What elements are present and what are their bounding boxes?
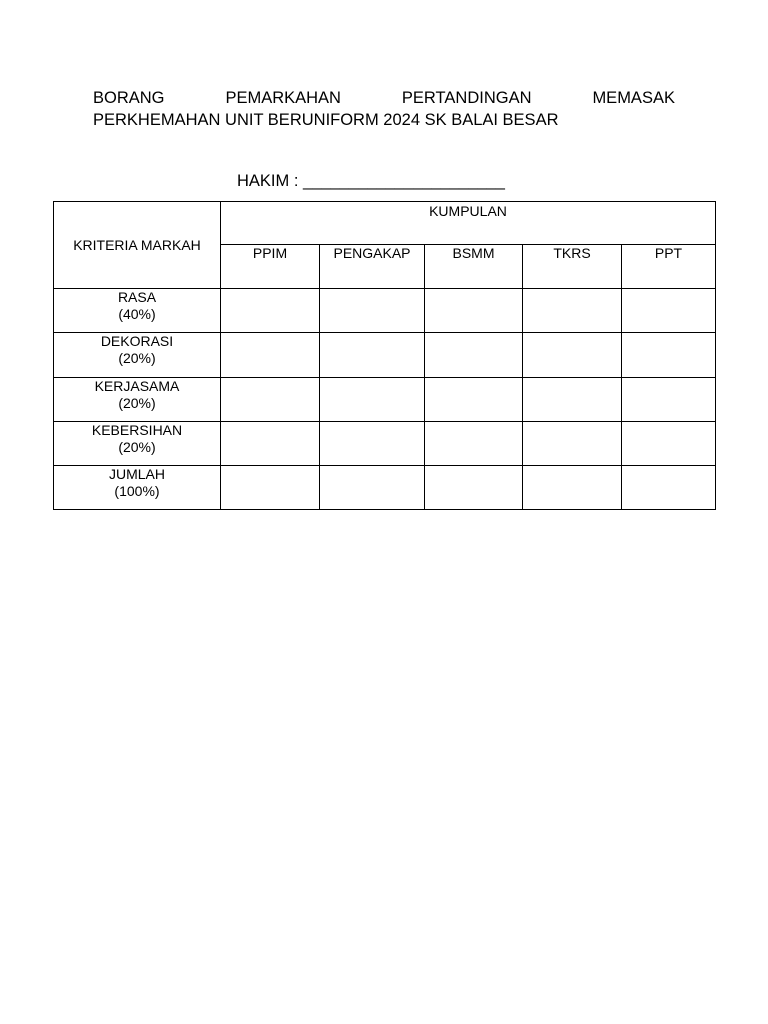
table-row <box>54 289 716 333</box>
header-row-top <box>54 202 716 245</box>
criteria-cell-kerjasama <box>54 378 221 422</box>
score-cell[interactable] <box>320 289 425 333</box>
table-row <box>54 466 716 510</box>
group-label: PPIM <box>252 245 288 261</box>
criteria-name: KERJASAMA <box>94 378 180 394</box>
score-cell[interactable] <box>221 289 320 333</box>
group-label: PENGAKAP <box>333 245 411 261</box>
score-cell[interactable] <box>523 333 622 378</box>
score-cell[interactable] <box>221 378 320 422</box>
group-label: TKRS <box>553 245 591 261</box>
criteria-cell-dekorasi <box>54 333 221 378</box>
score-cell[interactable] <box>221 422 320 466</box>
score-cell[interactable] <box>523 378 622 422</box>
score-cell[interactable] <box>622 378 716 422</box>
title-word: PEMARKAHAN <box>225 89 341 107</box>
criteria-header <box>54 202 221 289</box>
group-col-bsmm <box>425 245 523 289</box>
score-cell[interactable] <box>622 289 716 333</box>
score-cell[interactable] <box>320 378 425 422</box>
criteria-weight: (20%) <box>118 395 156 411</box>
group-col-ppim <box>221 245 320 289</box>
criteria-weight: (100%) <box>114 483 160 499</box>
score-cell[interactable] <box>523 289 622 333</box>
group-col-pengakap <box>320 245 425 289</box>
criteria-name: RASA <box>117 289 157 305</box>
criteria-weight: (20%) <box>118 350 156 366</box>
score-cell[interactable] <box>425 422 523 466</box>
criteria-weight: (40%) <box>118 306 156 322</box>
form-title-line-2: PERKHEMAHAN UNIT BERUNIFORM 2024 SK BALAI BESAR <box>93 111 559 129</box>
table-row <box>54 378 716 422</box>
score-cell[interactable] <box>425 333 523 378</box>
group-label: BSMM <box>452 245 495 261</box>
criteria-weight: (20%) <box>118 439 156 455</box>
score-cell[interactable] <box>523 422 622 466</box>
score-table <box>53 201 716 510</box>
total-cell[interactable] <box>622 466 716 510</box>
table-row <box>54 333 716 378</box>
criteria-cell-kebersihan <box>54 422 221 466</box>
group-col-tkrs <box>523 245 622 289</box>
criteria-header-label: KRITERIA MARKAH <box>73 236 201 253</box>
score-cell[interactable] <box>622 422 716 466</box>
criteria-name: JUMLAH <box>108 466 165 482</box>
judge-label: HAKIM : <box>237 172 299 190</box>
table-row <box>54 422 716 466</box>
form-title <box>93 87 675 131</box>
score-cell[interactable] <box>320 422 425 466</box>
total-cell[interactable] <box>425 466 523 510</box>
form-title-line-1 <box>93 87 675 109</box>
title-word: MEMASAK <box>592 89 675 107</box>
title-word: PERTANDINGAN <box>401 89 532 107</box>
score-cell[interactable] <box>425 289 523 333</box>
criteria-cell-jumlah <box>54 466 221 510</box>
total-cell[interactable] <box>221 466 320 510</box>
score-cell[interactable] <box>320 333 425 378</box>
group-header <box>221 202 716 245</box>
group-col-ppt <box>622 245 716 289</box>
total-cell[interactable] <box>320 466 425 510</box>
score-cell[interactable] <box>425 378 523 422</box>
total-cell[interactable] <box>523 466 622 510</box>
judge-name-blank: ______________________ <box>303 172 505 190</box>
group-header-label: KUMPULAN <box>429 203 507 219</box>
criteria-name: KEBERSIHAN <box>91 422 183 438</box>
title-word: BORANG <box>93 89 165 107</box>
criteria-name: DEKORASI <box>100 333 174 349</box>
score-cell[interactable] <box>622 333 716 378</box>
score-cell[interactable] <box>221 333 320 378</box>
judge-line <box>237 170 505 192</box>
group-label: PPT <box>654 245 683 261</box>
criteria-cell-rasa <box>54 289 221 333</box>
